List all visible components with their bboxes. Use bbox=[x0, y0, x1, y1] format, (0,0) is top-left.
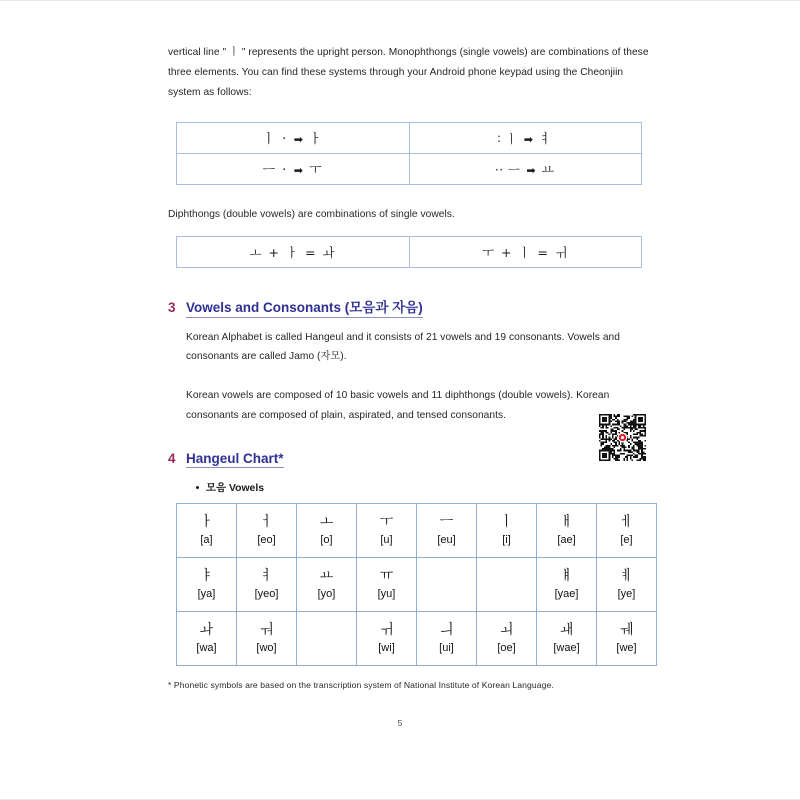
qr-code[interactable] bbox=[598, 413, 647, 462]
chart-cell-jamo: ㅗ bbox=[319, 513, 334, 530]
bullet-dot-icon bbox=[196, 486, 199, 489]
arrow-icon: ➡ bbox=[293, 133, 303, 147]
diphthong-cell: ㅜ + ㅣ = ㅟ bbox=[409, 236, 642, 267]
chart-cell-romanization: [yu] bbox=[377, 587, 396, 600]
chart-cell-romanization: [u] bbox=[380, 533, 393, 546]
section-number: 4 bbox=[168, 451, 176, 467]
chart-cell-romanization: [e] bbox=[620, 533, 633, 546]
chart-cell-jamo: ㅞ bbox=[619, 621, 634, 638]
chart-cell bbox=[177, 612, 237, 666]
section-title: Hangeul Chart* bbox=[186, 451, 284, 467]
chart-cell bbox=[177, 504, 237, 558]
vowels-bullet-label: 모음 Vowels bbox=[206, 483, 264, 495]
chart-cell-romanization: [ui] bbox=[439, 641, 454, 654]
cheonjiin-cell bbox=[177, 153, 410, 184]
chart-cell bbox=[417, 504, 477, 558]
page-content bbox=[168, 43, 650, 666]
chart-cell bbox=[477, 558, 537, 612]
section-number: 3 bbox=[168, 299, 176, 315]
chart-cell-jamo: ㅖ bbox=[619, 567, 634, 584]
section-3-body bbox=[186, 328, 650, 427]
chart-cell bbox=[357, 504, 417, 558]
footnote: * Phonetic symbols are based on the transcription system of National Institute of Korean Language. bbox=[168, 680, 554, 690]
section-4 bbox=[168, 451, 650, 666]
section-3-paragraph-2: Korean vowels are composed of 10 basic vowels and 11 diphthongs (double vowels). Korean consonants are composed of plain, aspirated, and tensed consonants. bbox=[186, 390, 610, 422]
chart-cell-jamo: ㅏ bbox=[199, 513, 214, 530]
chart-cell-romanization: [i] bbox=[502, 533, 511, 546]
cheonjiin-output: ㅕ bbox=[539, 132, 554, 148]
cheonjiin-input: ㅡ · bbox=[262, 163, 288, 179]
cheonjiin-output: ㅏ bbox=[308, 132, 324, 148]
qr-center-accent-icon bbox=[618, 433, 628, 443]
chart-cell-romanization: [wae] bbox=[553, 641, 580, 654]
chart-cell bbox=[177, 558, 237, 612]
chart-cell-jamo: ㅙ bbox=[559, 621, 574, 638]
section-title: Vowels and Consonants (모음과 자음) bbox=[186, 296, 423, 318]
chart-cell bbox=[477, 504, 537, 558]
chart-cell-romanization: [oe] bbox=[497, 641, 516, 654]
table-row bbox=[177, 236, 642, 267]
chart-cell bbox=[357, 612, 417, 666]
chart-cell bbox=[537, 504, 597, 558]
arrow-icon: ➡ bbox=[526, 164, 536, 178]
chart-cell bbox=[597, 612, 657, 666]
qr-code-image bbox=[599, 414, 646, 461]
cheonjiin-table bbox=[176, 122, 642, 185]
cheonjiin-cell bbox=[409, 153, 642, 184]
chart-cell-jamo: ㅑ bbox=[199, 567, 214, 584]
chart-cell-jamo: ㅕ bbox=[259, 567, 274, 584]
chart-cell-jamo: ㅠ bbox=[379, 567, 394, 584]
cheonjiin-input: ㅣ · bbox=[262, 132, 288, 148]
chart-cell bbox=[357, 558, 417, 612]
vowels-bullet bbox=[196, 479, 650, 494]
chart-cell-romanization: [yeo] bbox=[254, 587, 279, 600]
section-3-heading bbox=[168, 296, 650, 318]
chart-cell-romanization: [ye] bbox=[617, 587, 636, 600]
chart-cell bbox=[237, 504, 297, 558]
section-3-paragraph-1: Korean Alphabet is called Hangeul and it consists of 21 vowels and 19 consonants. Vowels and consonants are called Jamo (자모). bbox=[186, 331, 620, 363]
chart-cell-jamo: ㅝ bbox=[259, 621, 274, 638]
table-row bbox=[177, 153, 642, 184]
chart-cell-jamo: ㅛ bbox=[319, 567, 334, 584]
table-row bbox=[177, 122, 642, 153]
diphthong-cell: ㅗ + ㅏ = ㅘ bbox=[177, 236, 410, 267]
chart-cell-romanization: [eu] bbox=[437, 533, 456, 546]
arrow-icon: ➡ bbox=[293, 164, 303, 178]
chart-cell-jamo: ㅚ bbox=[499, 621, 514, 638]
chart-cell bbox=[417, 558, 477, 612]
section-4-heading bbox=[168, 451, 650, 468]
chart-cell-jamo: ㅜ bbox=[379, 513, 394, 530]
chart-cell-jamo: ㅒ bbox=[559, 567, 574, 584]
page-number: 5 bbox=[397, 718, 403, 728]
cheonjiin-output: ㅛ bbox=[541, 163, 556, 179]
chart-cell-jamo: ㅓ bbox=[259, 513, 274, 530]
cheonjiin-output: ㅜ bbox=[308, 163, 324, 179]
chart-cell bbox=[237, 558, 297, 612]
chart-cell bbox=[417, 612, 477, 666]
chart-cell-jamo: ㅢ bbox=[439, 621, 454, 638]
chart-cell-romanization: [ya] bbox=[197, 587, 216, 600]
chart-cell bbox=[237, 612, 297, 666]
chart-cell-romanization: [o] bbox=[320, 533, 333, 546]
chart-cell-jamo: ㅐ bbox=[559, 513, 574, 530]
chart-cell-romanization: [yo] bbox=[317, 587, 336, 600]
intro-paragraph: vertical line " ㅣ " represents the upright person. Monophthongs (single vowels) are combinations of these three elements. You can find these systems through your Android phone keypad using the Cheonjiin system as follows: bbox=[168, 47, 649, 98]
chart-cell-romanization: [eo] bbox=[257, 533, 276, 546]
chart-cell-jamo: ㅔ bbox=[619, 513, 634, 530]
hangeul-vowel-chart bbox=[176, 503, 657, 666]
chart-cell-jamo: ㅡ bbox=[439, 513, 454, 530]
chart-cell-romanization: [ae] bbox=[557, 533, 576, 546]
chart-cell-romanization: [wi] bbox=[378, 641, 395, 654]
cheonjiin-cell bbox=[177, 122, 410, 153]
chart-cell-romanization: [we] bbox=[616, 641, 637, 654]
cheonjiin-input: ·· ㅡ bbox=[494, 163, 521, 178]
chart-cell-jamo: ㅘ bbox=[199, 621, 214, 638]
chart-cell-jamo: ㅟ bbox=[379, 621, 394, 638]
chart-cell bbox=[537, 612, 597, 666]
chart-cell bbox=[597, 558, 657, 612]
arrow-icon: ➡ bbox=[523, 133, 533, 147]
table-row bbox=[177, 612, 657, 666]
chart-cell bbox=[537, 558, 597, 612]
chart-cell bbox=[297, 504, 357, 558]
chart-cell-romanization: [wo] bbox=[256, 641, 277, 654]
chart-cell bbox=[477, 612, 537, 666]
cheonjiin-cell bbox=[409, 122, 642, 153]
chart-cell-jamo: ㅣ bbox=[499, 513, 514, 530]
chart-cell-romanization: [a] bbox=[200, 533, 213, 546]
diphthong-intro: Diphthongs (double vowels) are combinations of single vowels. bbox=[168, 208, 455, 220]
chart-cell-romanization: [yae] bbox=[554, 587, 579, 600]
cheonjiin-input: ∶ ㅣ bbox=[497, 132, 518, 147]
chart-cell bbox=[597, 504, 657, 558]
chart-cell bbox=[297, 612, 357, 666]
diphthong-table bbox=[176, 236, 642, 268]
table-row bbox=[177, 504, 657, 558]
section-3 bbox=[168, 296, 650, 427]
chart-cell-romanization: [wa] bbox=[196, 641, 217, 654]
chart-cell bbox=[297, 558, 357, 612]
table-row bbox=[177, 558, 657, 612]
